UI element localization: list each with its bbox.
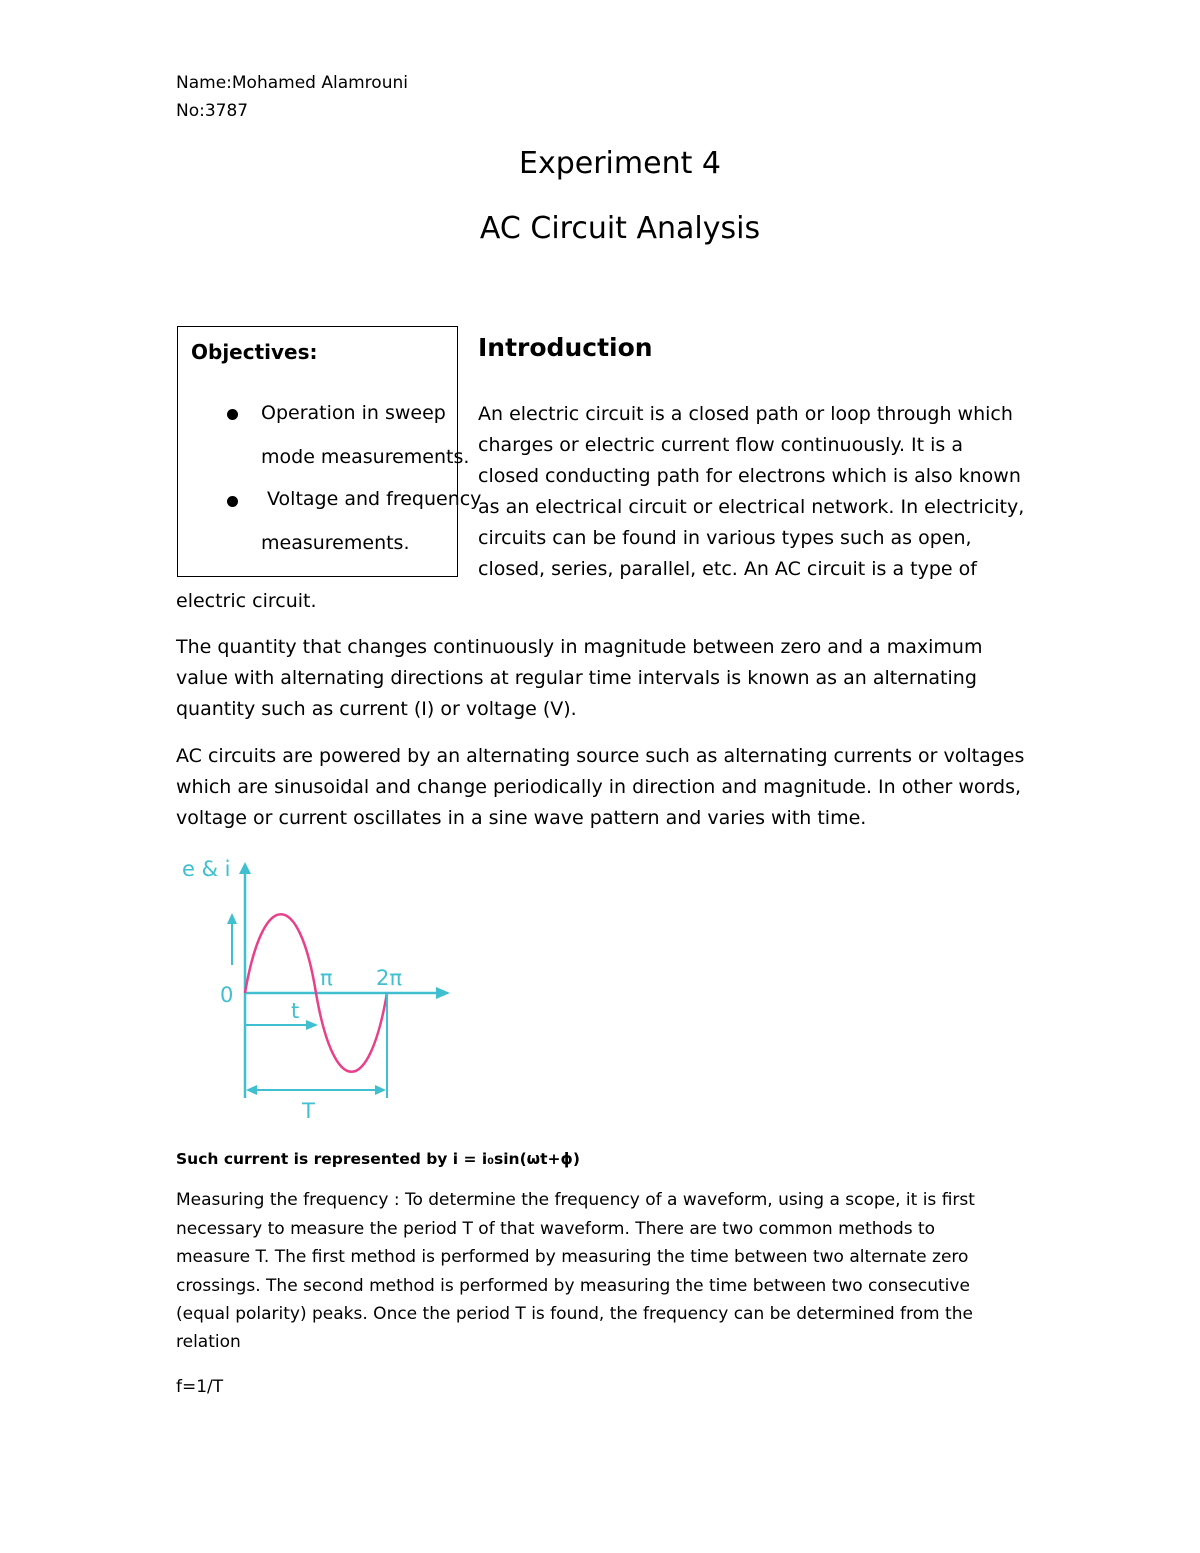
intro-line: circuits can be found in various types such as open, xyxy=(478,527,972,549)
sine-wave-diagram xyxy=(170,850,470,1125)
student-number: No:3787 xyxy=(176,101,249,121)
paragraph-2-line: value with alternating directions at regular time intervals is known as an alternating xyxy=(176,667,977,689)
arrow-up-icon xyxy=(227,913,237,924)
two-pi-label: 2π xyxy=(376,966,403,990)
objective-item-2-line2: measurements. xyxy=(261,532,410,554)
objective-item-1-line1: Operation in sweep xyxy=(261,402,446,424)
frequency-line: (equal polarity) peaks. Once the period T is found, the frequency can be determined from the xyxy=(176,1304,973,1324)
intro-line: closed, series, parallel, etc. An AC circuit is a type of xyxy=(478,558,977,580)
intro-line: as an electrical circuit or electrical network. In electricity, xyxy=(478,496,1025,518)
bullet-icon xyxy=(227,409,238,420)
bullet-icon xyxy=(227,496,238,507)
intro-line: closed conducting path for electrons which is also known xyxy=(478,465,1021,487)
frequency-line: measure T. The first method is performed by measuring the time between two alternate zero xyxy=(176,1247,969,1267)
paragraph-2-line: quantity such as current (I) or voltage (V). xyxy=(176,698,577,720)
frequency-line: necessary to measure the period T of that waveform. There are two common methods to xyxy=(176,1219,936,1239)
frequency-line: relation xyxy=(176,1332,241,1352)
arrow-right-icon xyxy=(436,987,450,999)
paragraph-3-line: which are sinusoidal and change periodically in direction and magnitude. In other words, xyxy=(176,776,1022,798)
frequency-line: crossings. The second method is performed by measuring the time between two consecutive xyxy=(176,1276,970,1296)
axis-label: e & i xyxy=(182,857,231,881)
intro-line: electric circuit. xyxy=(176,590,317,612)
objective-item-2-line1: Voltage and frequency xyxy=(261,488,482,510)
paragraph-2-line: The quantity that changes continuously in magnitude between zero and a maximum xyxy=(176,636,983,658)
paragraph-3-line: voltage or current oscillates in a sine wave pattern and varies with time. xyxy=(176,807,867,829)
page-subtitle: AC Circuit Analysis xyxy=(479,211,761,246)
objectives-heading: Objectives: xyxy=(191,340,318,364)
arrow-right-icon xyxy=(375,1085,386,1095)
page-title: Experiment 4 xyxy=(519,146,721,181)
frequency-line: Measuring the frequency : To determine the frequency of a waveform, using a scope, it is first xyxy=(176,1190,975,1210)
frequency-equation: f=1/T xyxy=(176,1377,224,1397)
arrow-left-icon xyxy=(246,1085,257,1095)
intro-line: charges or electric current flow continuously. It is a xyxy=(478,434,963,456)
student-name: Name:Mohamed Alamrouni xyxy=(176,73,408,93)
paragraph-3-line: AC circuits are powered by an alternating source such as alternating currents or voltages xyxy=(176,745,1025,767)
arrow-up-icon xyxy=(239,862,251,874)
arrow-right-icon xyxy=(306,1020,318,1030)
pi-label: π xyxy=(320,966,333,990)
introduction-heading: Introduction xyxy=(478,333,653,362)
period-label: T xyxy=(302,1099,315,1123)
intro-line: An electric circuit is a closed path or loop through which xyxy=(478,403,1013,425)
t-label: t xyxy=(291,999,300,1023)
objective-item-1-line2: mode measurements. xyxy=(261,446,470,468)
origin-label: 0 xyxy=(220,983,234,1007)
current-formula: Such current is represented by i = i₀sin(ωt+ϕ) xyxy=(176,1150,580,1168)
